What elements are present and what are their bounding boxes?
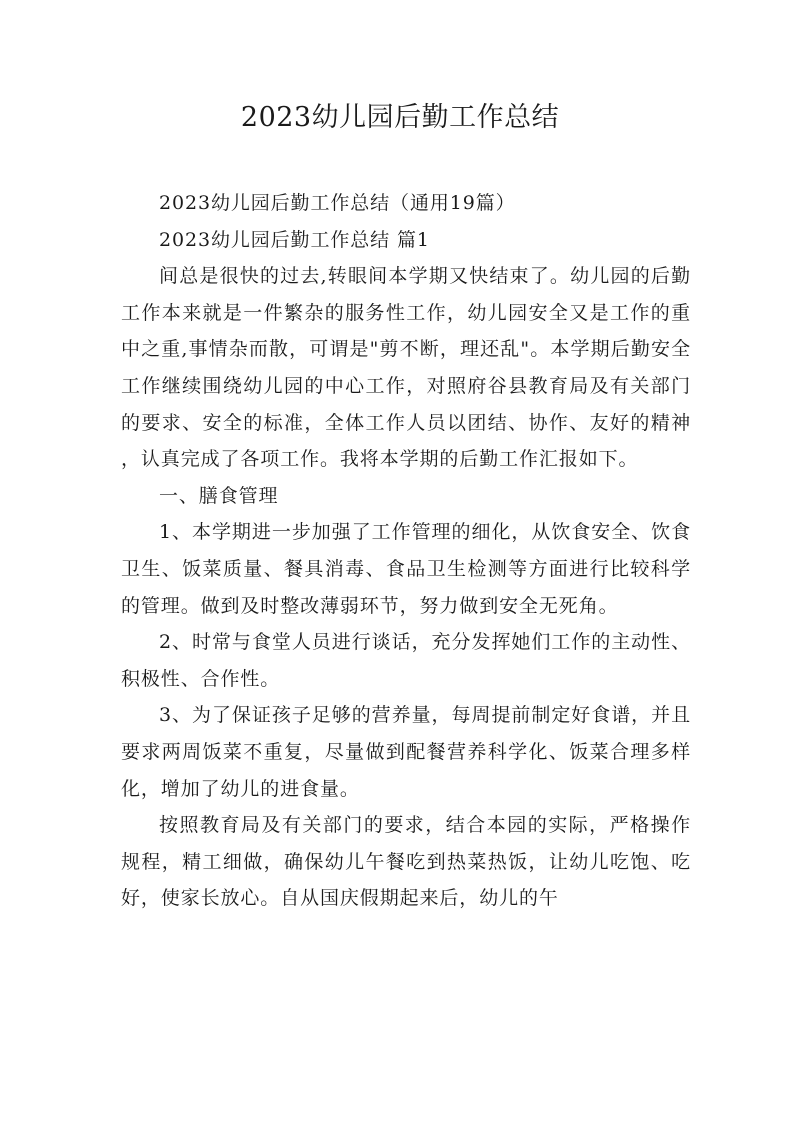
section-heading-1: 2023幼儿园后勤工作总结 篇1 (159, 228, 430, 251)
subtitle-paragraph: 2023幼儿园后勤工作总结（通用19篇） (159, 192, 516, 214)
body-paragraph: 2、时常与食堂人员进行谈话，充分发挥她们工作的主动性、积极性、合作性。 (121, 631, 691, 690)
section-heading-meal: 一、膳食管理 (159, 484, 279, 507)
document-title: 2023幼儿园后勤工作总结 (240, 102, 560, 133)
body-paragraph: 1、本学期进一步加强了工作管理的细化，从饮食安全、饮食卫生、饭菜质量、餐具消毒、食品卫生检测等方面进行比较科学的管理。做到及时整改薄弱环节，努力做到安全无死角。 (121, 521, 691, 617)
body-paragraph: 间总是很快的过去,转眼间本学期又快结束了。幼儿园的后勤工作本来就是一件繁杂的服务性工作，幼儿园安全又是工作的重中之重,事情杂而散，可谓是"剪不断，理还乱"。本学期后勤安全工作继续围绕幼儿园的中心工作，对照府谷县教育局及有关部门的要求、安全的标准，全体工作人员以团结、协作、友好的精神，认真完成了各项工作。我将本学期的后勤工作汇报如下。 (121, 265, 691, 471)
body-paragraph: 按照教育局及有关部门的要求，结合本园的实际，严格操作规程，精工细做，确保幼儿午餐吃到热菜热饭，让幼儿吃饱、吃好，使家长放心。自从国庆假期起来后，幼儿的午 (121, 814, 691, 910)
document-body (121, 185, 691, 917)
body-paragraph: 3、为了保证孩子足够的营养量，每周提前制定好食谱，并且要求两周饭菜不重复，尽量做到配餐营养科学化、饭菜合理多样化，增加了幼儿的进食量。 (121, 704, 691, 800)
